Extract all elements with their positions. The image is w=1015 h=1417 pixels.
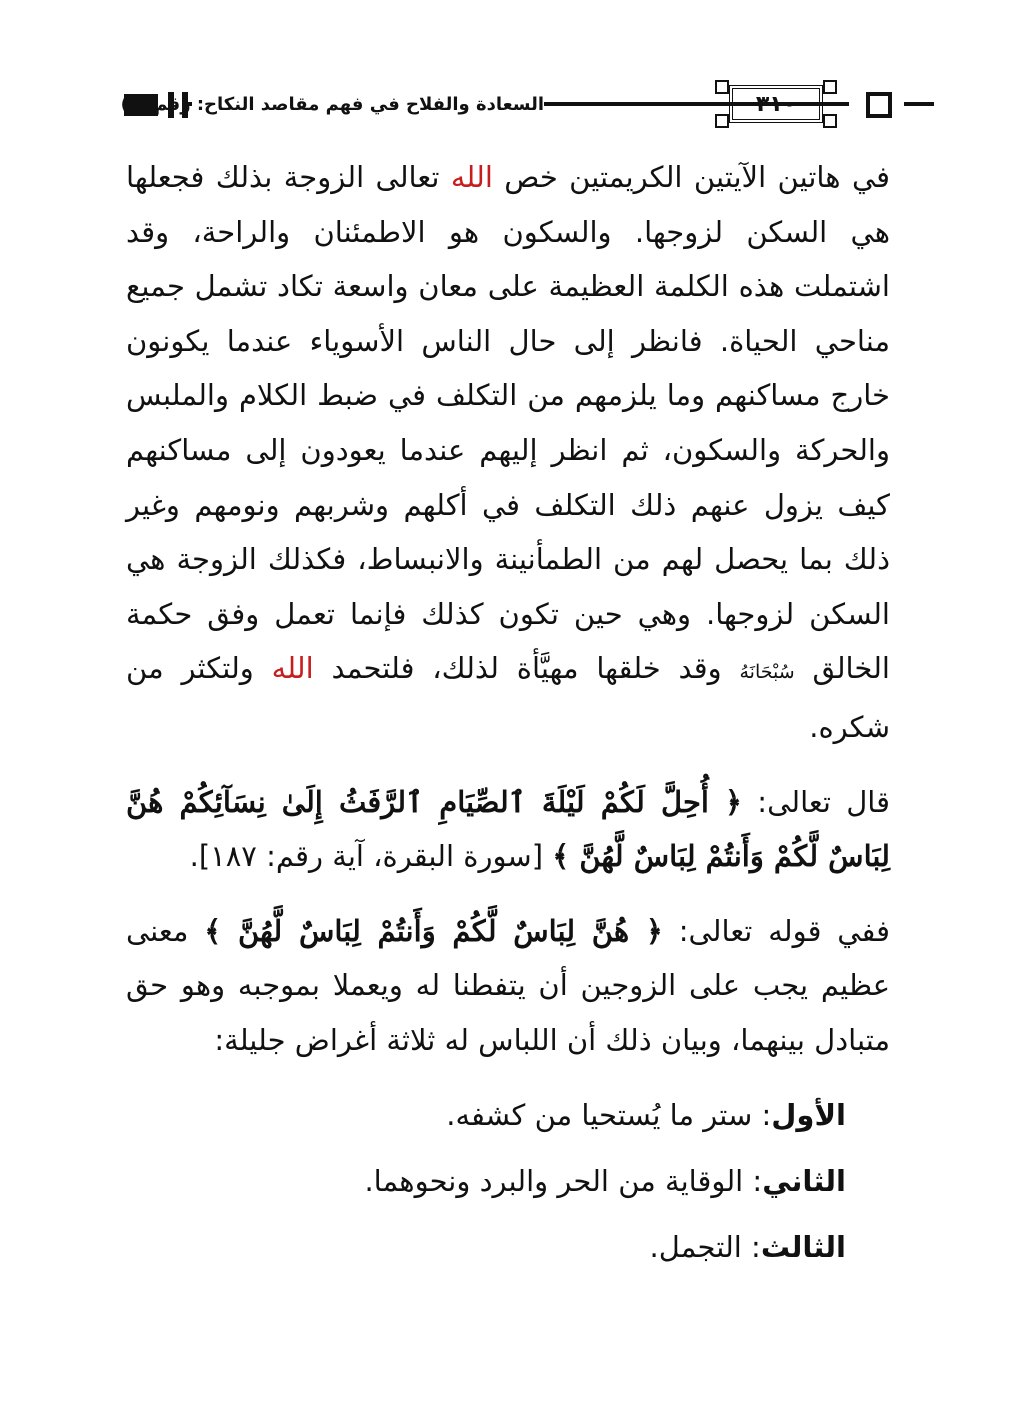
- page-header: [120, 91, 892, 132]
- header-ornament-square: [866, 92, 892, 118]
- item-label: الثالث: [760, 1229, 846, 1264]
- verse-reference: [سورة البقرة، آية رقم: ١٨٧].: [189, 839, 553, 874]
- running-title: السعادة والفلاح في فهم مقاصد النكاح: رقم (٥): [120, 94, 544, 115]
- header-rule: [904, 102, 934, 106]
- quran-verse: ﴿ أُحِلَّ لَكُمْ لَيْلَةَ ٱلصِّيَامِ ٱلرَّفَثُ إِلَىٰ نِسَآئِكُمْ هُنَّ لِبَاسٌ لَّكُمْ وَأَنتُمْ لِبَاسٌ لَّهُنَّ ﴾: [126, 784, 890, 874]
- honorific-glyph: سُبْحَانَهُ: [739, 661, 795, 684]
- paragraph: [126, 775, 890, 884]
- item-text: : ستر ما يُستحيا من كشفه.: [446, 1097, 772, 1132]
- item-label: الثاني: [762, 1163, 846, 1198]
- text-run: ولتكثر من شكره.: [126, 651, 890, 744]
- divine-name: الله: [271, 651, 314, 686]
- paragraph: [126, 904, 890, 1068]
- divine-name: الله: [450, 160, 493, 194]
- list-item: [126, 1148, 890, 1214]
- item-label: الأول: [771, 1097, 846, 1132]
- item-text: : الوقاية من الحر والبرد ونحوهما.: [364, 1163, 763, 1198]
- text-run: معنى عظيم يجب على الزوجين أن يتفطنا له ويعملا بموجبه وهو حق متبادل بينهما، وبيان ذلك أن اللباس له ثلاثة أغراض جليلة:: [126, 913, 890, 1057]
- list-item: [126, 1214, 890, 1280]
- page-number: ٣١٠: [755, 91, 797, 117]
- item-text: : التجمل.: [649, 1229, 761, 1264]
- paragraph: [126, 150, 890, 755]
- list-item: [126, 1082, 890, 1148]
- text-run: قال تعالى:: [742, 784, 890, 819]
- text-run: وقد خلقها مهيَّأة لذلك، فلتحمد: [313, 651, 740, 686]
- text-run: في هاتين الآيتين الكريمتين خص: [492, 160, 890, 194]
- quran-verse: ﴿ هُنَّ لِبَاسٌ لَّكُمْ وَأَنتُمْ لِبَاسٌ لَّهُنَّ ﴾: [204, 913, 663, 948]
- page-number-frame: [716, 84, 836, 124]
- text-run: ففي قوله تعالى:: [662, 913, 890, 948]
- text-run: تعالى الزوجة بذلك فجعلها هي السكن لزوجها. والسكون هو الاطمئنان والراحة، وقد اشتملت هذه الكلمة العظيمة على معان واسعة تكاد تشمل جميع مناحي الحياة. فانظر إلى حال الناس الأسوياء عندما يكونون خارج مساكنهم وما يلزمهم من التكلف في ضبط الكلام والملبس والحركة والسكون، ثم انظر إليهم عندما يعودون إلى مساكنهم كيف يزول عنهم ذلك التكلف في أكلهم وشربهم ونومهم وغير ذلك بما يحصل لهم من الطمأنينة والانبساط، فكذلك الزوجة هي السكن لزوجها. وهي حين تكون كذلك فإنما تعمل وفق حكمة الخالق: [126, 160, 890, 686]
- page-body: [126, 150, 890, 1280]
